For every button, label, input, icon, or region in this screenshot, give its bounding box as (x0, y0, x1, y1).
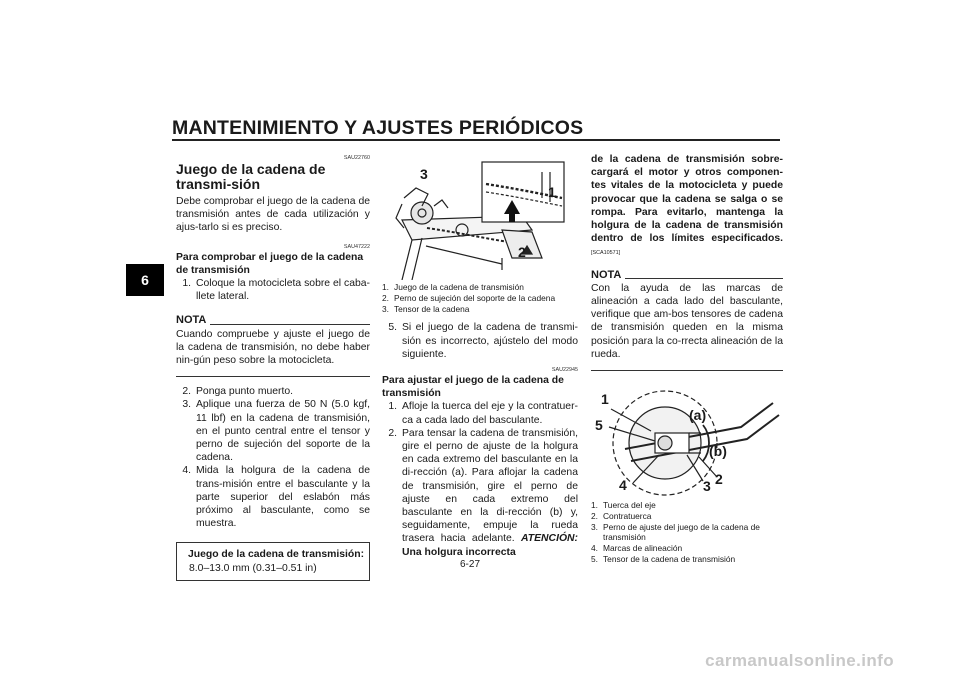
caution-text: de la cadena de transmisión sobre-cargará el motor y otros componen-tes vitales de la motocicleta y puede provocar que la cadena se salga o se rompa. Para evitarlo, mantenga la holgura de la cadena de transmisión dentro de los límites especificados. [SCA10571] (591, 154, 783, 257)
alignment-figure (591, 379, 783, 497)
chain-slack-illustration (382, 158, 578, 280)
subsection-code: SAU47222 (343, 243, 370, 250)
subsection-code: SAU22945 (551, 367, 578, 373)
note-end-rule (176, 376, 370, 377)
figure-label-a: (a) (689, 407, 707, 424)
note-header (176, 314, 370, 327)
section-title: Juego de la cadena de transmi-sión (176, 161, 326, 192)
intro-paragraph: Debe comprobar el juego de la cadena de transmisión antes de cada utilización y ajus-tarlo si es preciso. (176, 196, 370, 234)
chain-slack-figure (382, 158, 578, 280)
list-item: 5. Si el juego de la cadena de transmi-sión es incorrecto, ajústelo del modo siguiente. (388, 322, 578, 360)
section-tab[interactable]: 6 (126, 264, 164, 296)
list-item: 1. Coloque la motocicleta sobre el caba-llete lateral. (182, 278, 370, 303)
step-list-1 (176, 277, 370, 303)
figure-label-5: 5 (595, 417, 603, 434)
column-left (176, 153, 370, 581)
note-end-rule (591, 370, 783, 371)
figure-label-3: 3 (420, 166, 428, 182)
caption-item: 4. Marcas de alineación (591, 543, 683, 554)
step-list-3 (382, 321, 578, 361)
step-list-2 (176, 385, 370, 530)
spec-title: Juego de la cadena de transmisión: (187, 549, 365, 561)
figure-label-2: 2 (715, 471, 723, 488)
caution-code: [SCA10571] (591, 250, 621, 257)
spec-box (176, 542, 370, 580)
figure-label-1: 1 (601, 391, 609, 408)
section-code: SAU22760 (343, 155, 370, 161)
note-text: Con la ayuda de las marcas de alineación a cada lado del basculante, verifique que am-bos tensores de cadena de transmisión queden en la misma posición para la co-rrecta alineación de la rueda. (591, 282, 783, 360)
list-item: 1. Afloje la tuerca del eje y la contratuer-ca a cada lado del basculante. (388, 401, 578, 426)
page-number: 6-27 (460, 559, 481, 570)
subsection-title: Para ajustar el juego de la cadena de transmisión (382, 375, 564, 400)
spec-value: 8.0–13.0 mm (0.31–0.51 in) (189, 562, 317, 574)
figure-captions (382, 282, 578, 314)
figure-label-1: 1 (548, 184, 556, 200)
caption-item: 1. Juego de la cadena de transmisión (382, 282, 524, 292)
column-right (591, 153, 783, 565)
note-label: NOTA (176, 314, 207, 327)
column-middle (382, 158, 578, 559)
caption-item: 1. Tuerca del eje (591, 500, 656, 511)
watermark: carmanualsonline.info (705, 651, 894, 670)
caption-item: 5. Tensor de la cadena de transmisión (591, 554, 736, 565)
page-title: MANTENIMIENTO Y AJUSTES PERIÓDICOS (172, 117, 584, 139)
list-item: 2. Ponga punto muerto. (182, 386, 294, 398)
list-item: 3. Aplique una fuerza de 50 N (5.0 kgf, 11 lbf) en la cadena de transmisión, en el punto central entre el tensor y perno de sujeción del soporte de la cadena. (182, 399, 370, 464)
caption-item: 3. Perno de ajuste del juego de la cadena de transmisión (591, 521, 760, 543)
figure-captions (591, 500, 783, 565)
note-label: NOTA (591, 268, 622, 281)
header-rule (172, 139, 780, 141)
figure-label-3: 3 (703, 478, 711, 495)
caution-text-start: Una holgura incorrecta (402, 546, 516, 558)
caption-item: 3. Tensor de la cadena (382, 303, 470, 314)
figure-label-2: 2 (518, 244, 526, 260)
step-list-4 (382, 400, 578, 558)
caution-label: ATENCIÓN: (521, 533, 578, 545)
subsection-title: Para comprobar el juego de la cadena de transmisión (176, 251, 364, 276)
list-item: 2. Para tensar la cadena de transmisión, gire el perno de ajuste de la holgura en cada extremo del basculante en la di-rección (a). Para aflojar la cadena de transmisión, gire el perno de ajuste en cada extremo del basculante en la di-rección (b) y, seguidamente, empuje la rueda trasera hacia adelante. ATENCIÓN: Una holgura incorrecta (388, 427, 578, 558)
note-header (591, 269, 783, 282)
figure-label-4: 4 (619, 477, 627, 494)
caption-item: 2. Contratuerca (591, 510, 652, 521)
note-text: Cuando compruebe y ajuste el juego de la cadena de transmisión, no debe haber nin-gún peso sobre la motocicleta. (176, 328, 370, 367)
figure-label-b: (b) (709, 443, 727, 460)
caption-item: 2. Perno de sujeción del soporte de la cadena (382, 292, 556, 303)
list-item: 4. Mida la holgura de la cadena de trans-misión entre el basculante y la parte superior del eslabón más próximo al basculante, como se muestra. (182, 465, 370, 530)
